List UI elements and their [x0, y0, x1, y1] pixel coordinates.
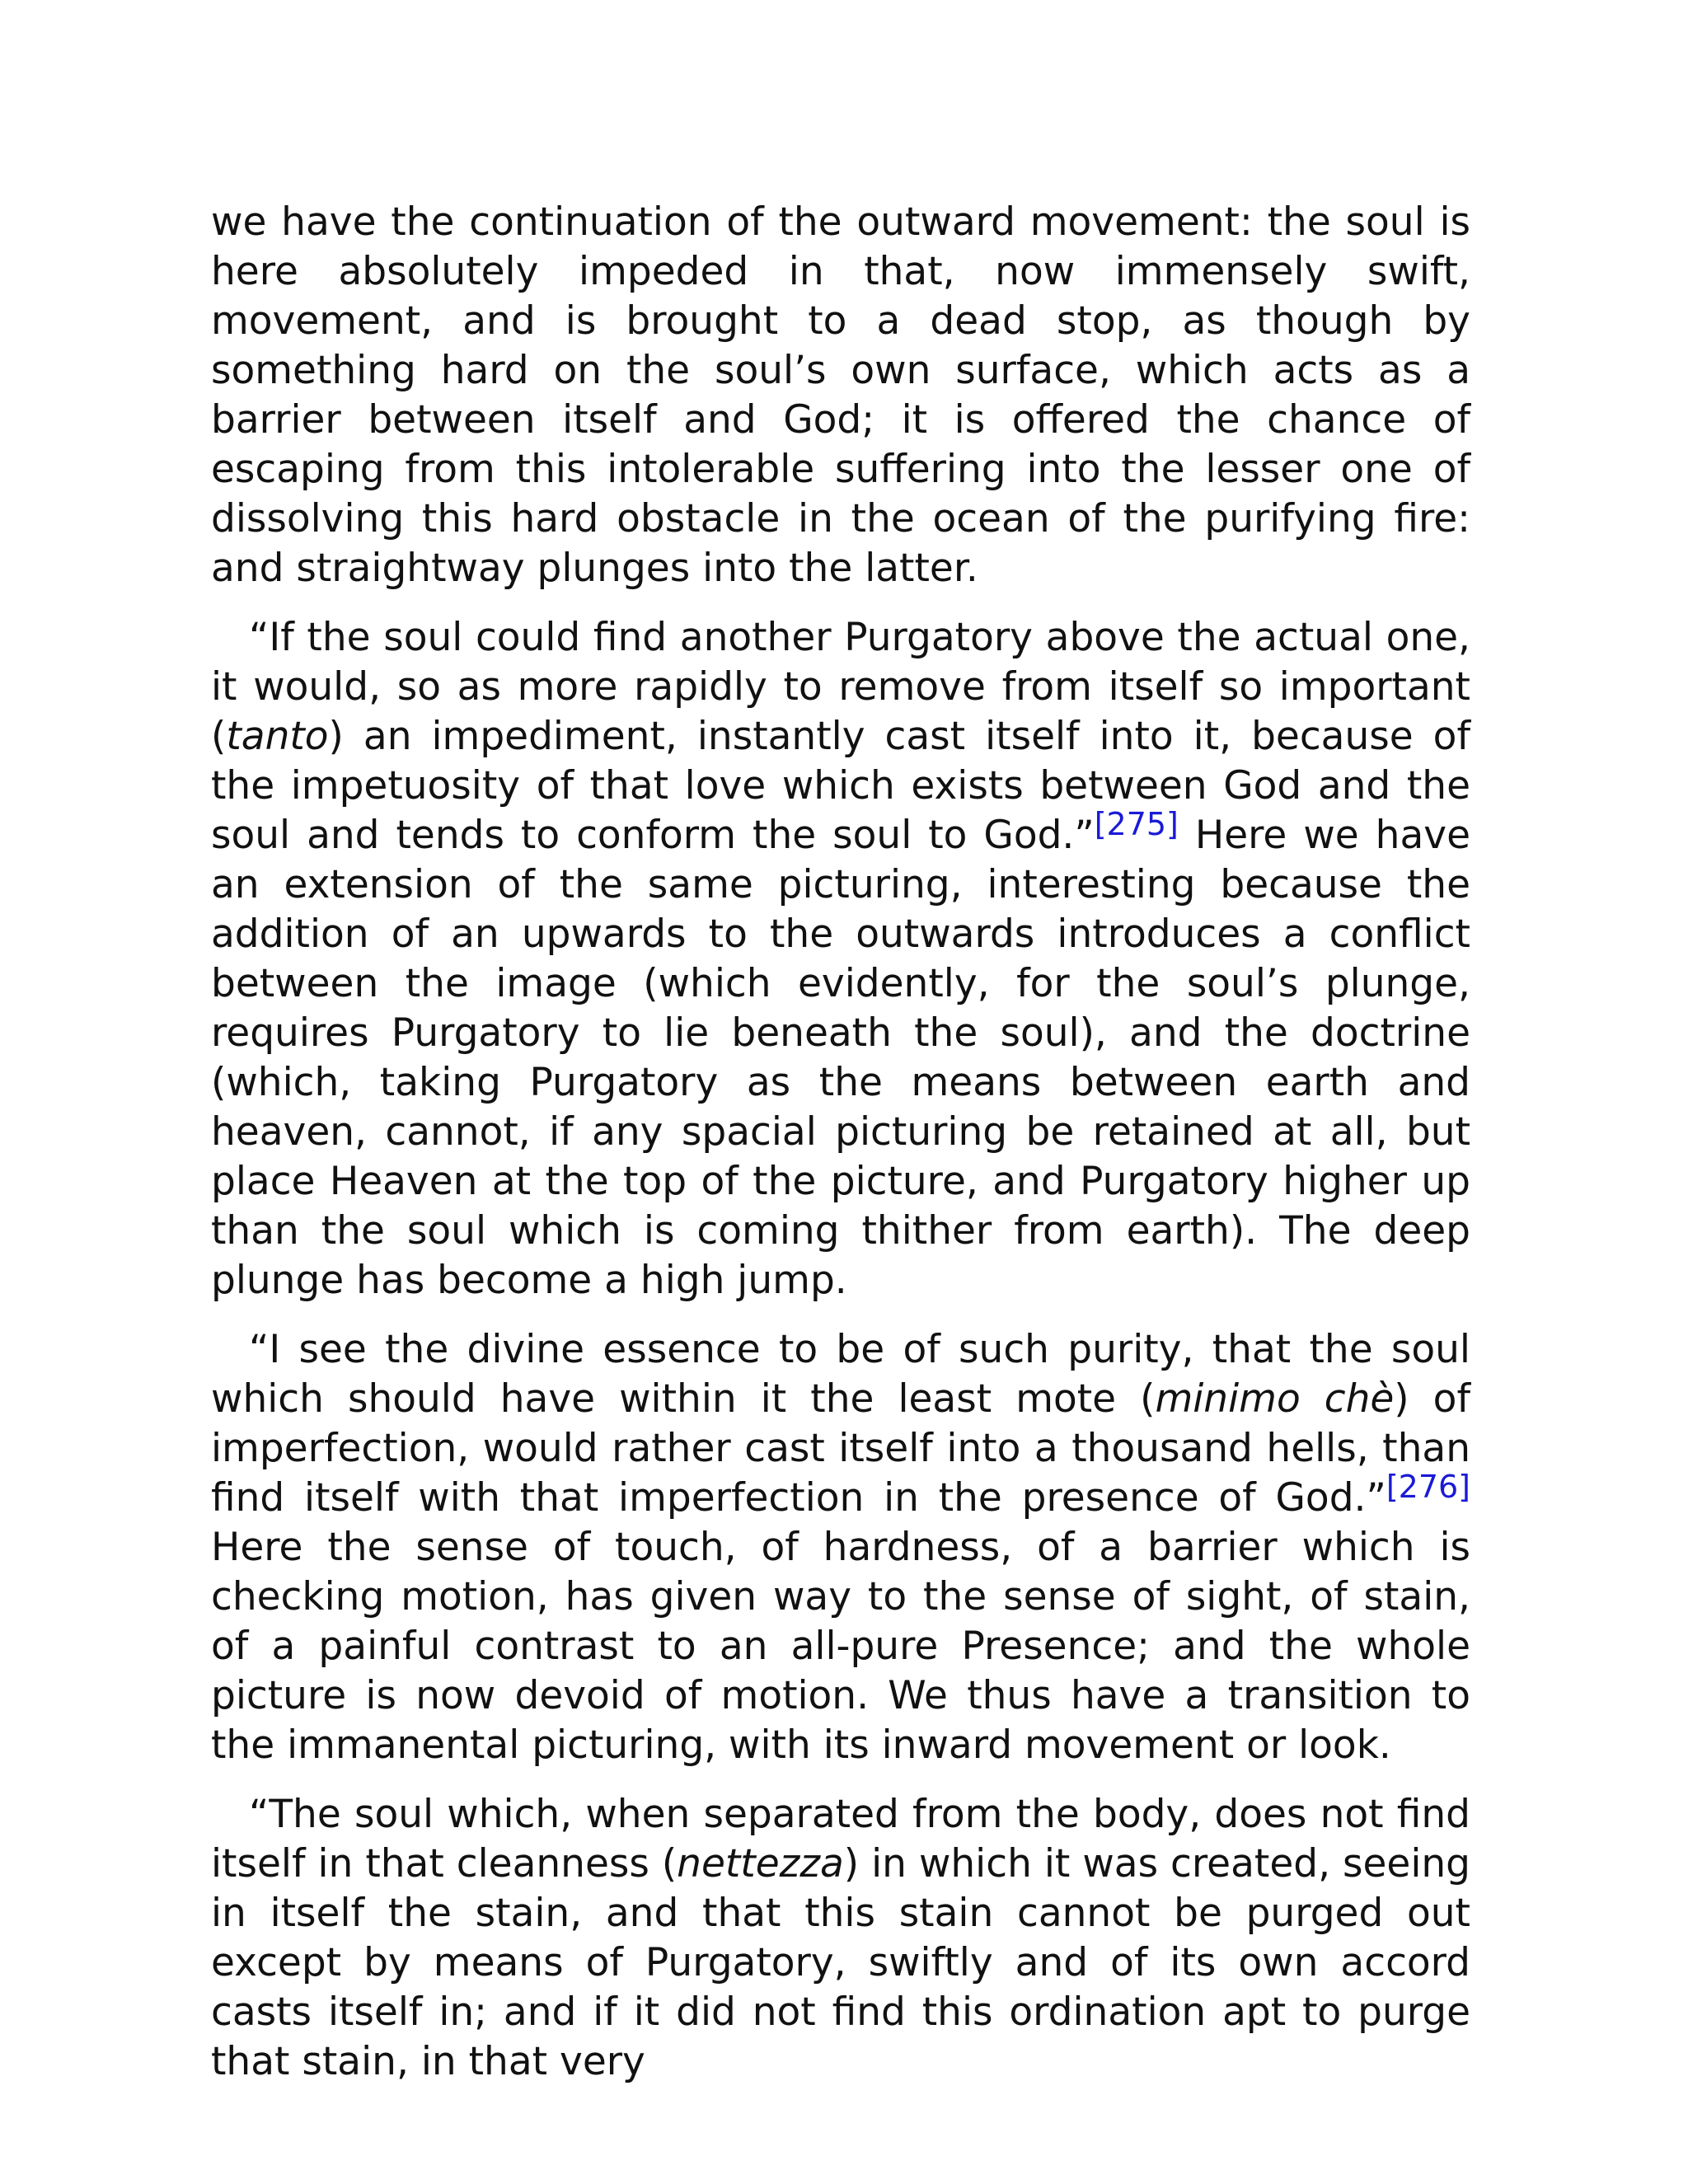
text-run: “If the soul could find another Purgatory above the actual one, it would, so as more rapidly to remove from itself so important (: [211, 615, 1470, 759]
paragraph-3: [211, 1325, 1470, 1770]
italic-term: nettezza: [677, 1841, 844, 1886]
italic-term: minimo chè: [1155, 1376, 1395, 1422]
text-run: ) of imperfection, would rather cast itself into a thousand hells, than find itself with that imperfection in the presence of God.”: [211, 1376, 1470, 1521]
paragraph-4: [211, 1790, 1470, 2087]
footnote-link[interactable]: [275]: [1094, 806, 1179, 842]
text-run: “The soul which, when separated from the body, does not find itself in that cleanness (: [211, 1792, 1470, 1886]
text-run: “I see the divine essence to be of such purity, that the soul which should have within it the least mote (: [211, 1327, 1470, 1422]
document-page: [211, 198, 1470, 2107]
text-run: Here we have an extension of the same picturing, interesting because the addition of an upwards to the outwards introduces a conflict between the image (which evidently, for the soul’s plunge, requires Purgatory to lie beneath the soul), and the doctrine (which, taking Purgatory as the means between earth and heaven, cannot, if any spacial picturing be retained at all, but place Heaven at the top of the picture, and Purgatory higher up than the soul which is coming thither from earth). The deep plunge has become a high jump.: [211, 813, 1470, 1303]
paragraph-1: [211, 198, 1470, 593]
text-run: we have the continuation of the outward movement: the soul is here absolutely impeded in that, now immensely swift, movement, and is brought to a dead stop, as though by something hard on the soul’s own surface, which acts as a barrier between itself and God; it is offered the chance of escaping from this intolerable suffering into the lesser one of dissolving this hard obstacle in the ocean of the purifying fire: and straightway plunges into the latter.: [211, 199, 1470, 591]
footnote-link[interactable]: [276]: [1386, 1469, 1470, 1505]
text-run: ) an impediment, instantly cast itself into it, because of the impetuosity of that love which exists between God and the soul and tends to conform the soul to God.”: [211, 714, 1470, 858]
paragraph-2: [211, 613, 1470, 1305]
text-run: Here the sense of touch, of hardness, of a barrier which is checking motion, has given way to the sense of sight, of stain, of a painful contrast to an all-pure Presence; and the whole picture is now devoid of motion. We thus have a transition to the immanental picturing, with its inward movement or look.: [211, 1525, 1470, 1768]
italic-term: tanto: [226, 714, 329, 759]
text-run: ) in which it was created, seeing in itself the stain, and that this stain cannot be purged out except by means of Purgatory, swiftly and of its own accord casts itself in; and if it did not find this ordination apt to purge that stain, in that very: [211, 1841, 1471, 2084]
